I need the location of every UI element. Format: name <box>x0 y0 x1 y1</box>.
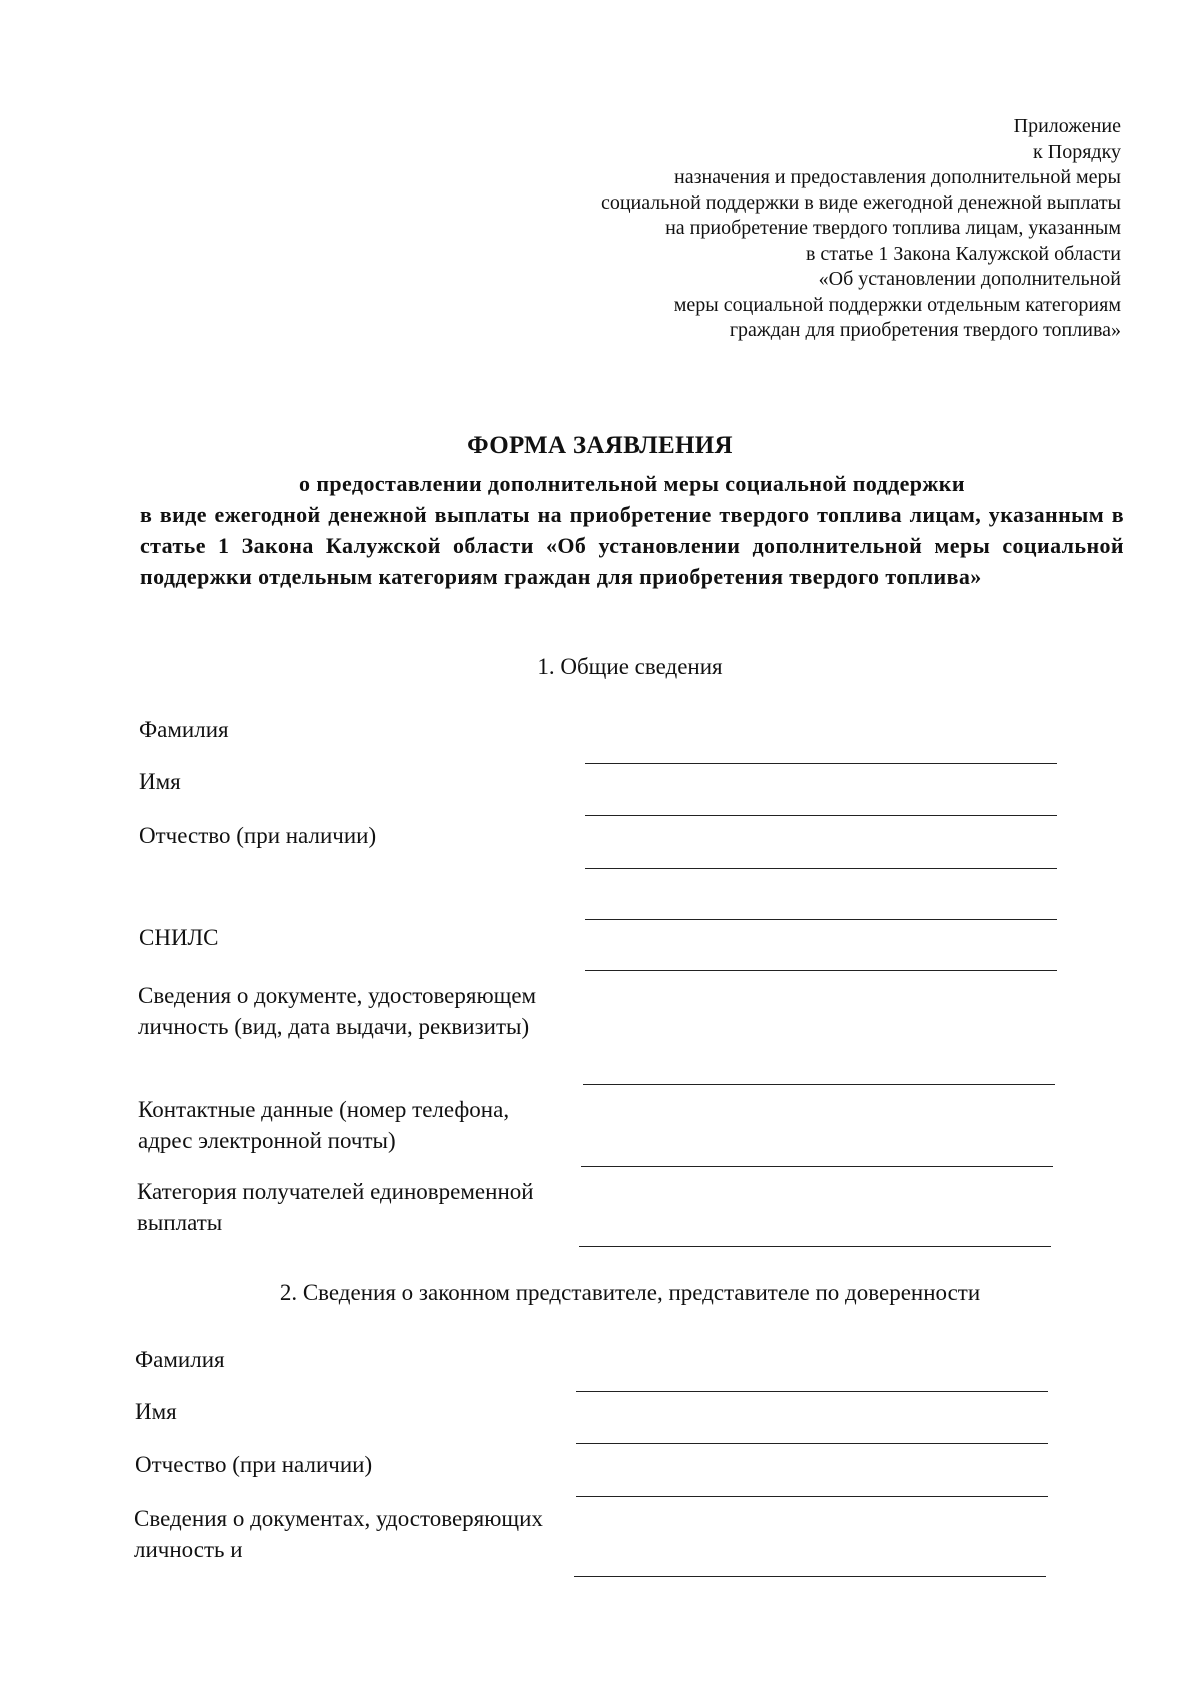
appendix-line: граждан для приобретения твердого топлива» <box>729 319 1121 341</box>
section1-title: 1. Общие сведения <box>537 654 723 679</box>
section1-snils-label: СНИЛС <box>139 925 219 950</box>
section1-contacts-label: Контактные данные (номер телефона, адрес электронной почты) <box>138 1097 510 1153</box>
section1-name-label: Имя <box>139 769 181 794</box>
appendix-line: «Об установлении дополнительной <box>818 268 1121 290</box>
appendix-line: Приложение <box>1013 115 1121 137</box>
section1-surname-label: Фамилия <box>139 717 229 742</box>
section2-patronymic-label: Отчество (при наличии) <box>135 1452 373 1477</box>
appendix-line: на приобретение твердого топлива лицам, указанным <box>665 217 1121 239</box>
section1-id-document-label: Сведения о документе, удостоверяющем личность (вид, дата выдачи, реквизиты) <box>138 983 537 1039</box>
appendix-line: в статье 1 Закона Калужской области <box>805 242 1121 265</box>
form-subtitle <box>140 468 1124 592</box>
appendix-line: меры социальной поддержки отдельным категориям <box>673 293 1121 316</box>
section1-patronymic-label: Отчество (при наличии) <box>139 823 377 848</box>
section1-patronymic-field[interactable] <box>585 868 1057 869</box>
form-subtitle-first-line: о предоставлении дополнительной меры социальной поддержки <box>299 471 965 496</box>
section2-documents-label: Сведения о документах, удостоверяющих личность и <box>134 1506 543 1562</box>
section1-surname-field[interactable] <box>585 763 1057 764</box>
section1-name-field[interactable] <box>585 815 1057 816</box>
section1-id-document-field[interactable] <box>583 1084 1055 1085</box>
appendix-header <box>361 114 1121 344</box>
appendix-line: к Порядку <box>1033 140 1121 163</box>
section1-category-label: Категория получателей единовременной выплаты <box>137 1179 534 1235</box>
appendix-line: назначения и предоставления дополнительной меры <box>674 166 1121 188</box>
form-subtitle-rest: в виде ежегодной денежной выплаты на приобретение твердого топлива лицам, указанным в статье 1 Закона Калужской области «Об установлении дополнительной меры социальной поддержки отдельным категориям граждан для приобретения твердого топлива» <box>140 502 1124 589</box>
section2-patronymic-field[interactable] <box>576 1496 1048 1497</box>
section1-snils-field[interactable] <box>585 970 1057 971</box>
section2-name-field[interactable] <box>576 1443 1048 1444</box>
section2-name-label: Имя <box>135 1399 177 1424</box>
section2-surname-field[interactable] <box>576 1391 1048 1392</box>
form-title: ФОРМА ЗАЯВЛЕНИЯ <box>467 432 733 459</box>
section1-category-field[interactable] <box>579 1246 1051 1247</box>
section1-extra-field[interactable] <box>585 919 1057 920</box>
appendix-line: социальной поддержки в виде ежегодной денежной выплаты <box>600 191 1121 214</box>
section2-title: 2. Сведения о законном представителе, представителе по доверенности <box>279 1280 981 1305</box>
section2-surname-label: Фамилия <box>135 1347 225 1372</box>
section2-documents-field[interactable] <box>574 1576 1046 1577</box>
section1-contacts-field[interactable] <box>581 1166 1053 1167</box>
